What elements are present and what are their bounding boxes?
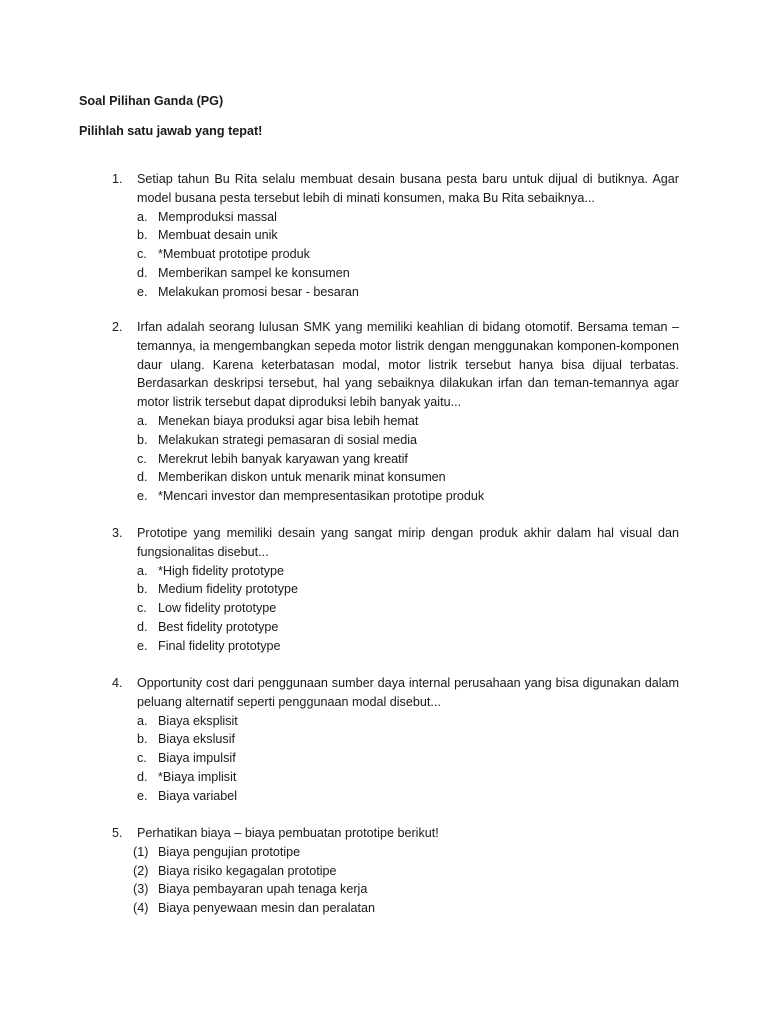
option-list [137,712,679,806]
question-body [137,318,679,506]
option-text: Memberikan diskon untuk menarik minat konsumen [158,470,446,485]
statement-list [133,843,679,918]
option-e [137,787,679,806]
option-text: Biaya eksplisit [158,713,238,728]
option-e [137,487,679,506]
question-stem: Perhatikan biaya – biaya pembuatan prototipe berikut! [137,826,439,840]
question-5 [112,824,679,918]
option-list [137,562,679,656]
option-c [137,749,679,768]
document-title: Soal Pilihan Ganda (PG) [79,94,224,108]
option-c [137,599,679,618]
option-letter: c. [137,451,147,466]
option-a [137,412,679,431]
option-text: Membuat desain unik [158,228,278,243]
option-letter: e. [137,489,148,504]
option-letter: b. [137,432,148,447]
option-letter: c. [137,247,147,262]
statement-number: (3) [133,882,149,897]
option-text: Memproduksi massal [158,209,277,224]
question-number: 4. [112,676,123,690]
question-number: 5. [112,826,123,840]
question-2 [112,318,679,506]
statement-text: Biaya pengujian prototipe [158,844,301,859]
option-d [137,264,679,283]
option-text: Best fidelity prototype [158,619,279,634]
option-text: Merekrut lebih banyak karyawan yang kreatif [158,451,408,466]
question-3 [112,524,679,656]
option-text: Menekan biaya produksi agar bisa lebih hemat [158,413,419,428]
option-e [137,637,679,656]
statement-number: (2) [133,863,149,878]
statement-4 [133,899,679,918]
option-e [137,283,679,302]
statement-text: Biaya risiko kegagalan prototipe [158,863,337,878]
statement-text: Biaya pembayaran upah tenaga kerja [158,882,368,897]
question-number: 2. [112,320,123,334]
option-letter: d. [137,470,148,485]
option-text: Low fidelity prototype [158,601,277,616]
option-c [137,450,679,469]
option-list [137,208,679,302]
option-text: *Membuat prototipe produk [158,247,310,262]
option-letter: c. [137,751,147,766]
option-letter: d. [137,769,148,784]
option-text: *High fidelity prototype [158,563,285,578]
option-d [137,618,679,637]
option-letter: a. [137,209,148,224]
question-stem: Prototipe yang memiliki desain yang sangat mirip dengan produk akhir dalam hal visual dan fungsionalitas disebut... [137,526,679,559]
option-text: *Biaya implisit [158,769,237,784]
option-a [137,562,679,581]
option-letter: d. [137,619,148,634]
question-body [137,524,679,656]
option-b [137,730,679,749]
option-list [137,412,679,506]
option-letter: b. [137,582,148,597]
statement-text: Biaya penyewaan mesin dan peralatan [158,901,376,916]
option-text: Biaya variabel [158,788,238,803]
question-number: 1. [112,172,123,186]
option-letter: a. [137,563,148,578]
statement-number: (1) [133,844,149,859]
question-1 [112,170,679,302]
option-text: Biaya impulsif [158,751,236,766]
option-a [137,712,679,731]
statement-number: (4) [133,901,149,916]
option-b [137,580,679,599]
document-instruction: Pilihlah satu jawab yang tepat! [79,124,263,138]
option-text: Melakukan strategi pemasaran di sosial media [158,432,418,447]
option-text: Memberikan sampel ke konsumen [158,265,350,280]
option-text: Melakukan promosi besar - besaran [158,284,359,299]
question-body [137,674,679,806]
statement-2 [133,862,679,881]
option-text: Final fidelity prototype [158,638,281,653]
option-letter: a. [137,413,148,428]
question-number: 3. [112,526,123,540]
option-letter: e. [137,638,148,653]
option-text: Biaya ekslusif [158,732,235,747]
question-4 [112,674,679,806]
option-text: *Mencari investor dan mempresentasikan prototipe produk [158,489,485,504]
option-b [137,431,679,450]
option-a [137,208,679,227]
question-body [137,170,679,302]
question-stem: Opportunity cost dari penggunaan sumber daya internal perusahaan yang bisa digunakan dalam peluang alternatif seperti penggunaan modal disebut... [137,676,679,709]
question-stem: Irfan adalah seorang lulusan SMK yang memiliki keahlian di bidang otomotif. Bersama teman – temannya, ia mengembangkan sepeda motor listrik dengan menggunakan komponen-komponen daur ulang. Karena keterbatasan modal, motor listrik tersebut hanya bisa dijual terbatas. Berdasarkan deskripsi tersebut, hal yang sebaiknya dilakukan irfan dan teman-temannya agar motor listrik tersebut dapat diproduksi lebih banyak yaitu... [137,320,679,410]
option-letter: e. [137,788,148,803]
option-text: Medium fidelity prototype [158,582,298,597]
option-d [137,468,679,487]
question-stem: Setiap tahun Bu Rita selalu membuat desain busana pesta baru untuk dijual di butiknya. Agar model busana pesta tersebut lebih di minati konsumen, maka Bu Rita sebaiknya... [137,172,679,205]
option-d [137,768,679,787]
option-letter: b. [137,228,148,243]
option-letter: c. [137,601,147,616]
statement-1 [133,843,679,862]
option-letter: d. [137,265,148,280]
option-c [137,245,679,264]
question-body [133,824,679,918]
option-letter: a. [137,713,148,728]
statement-3 [133,880,679,899]
option-b [137,226,679,245]
option-letter: b. [137,732,148,747]
option-letter: e. [137,284,148,299]
